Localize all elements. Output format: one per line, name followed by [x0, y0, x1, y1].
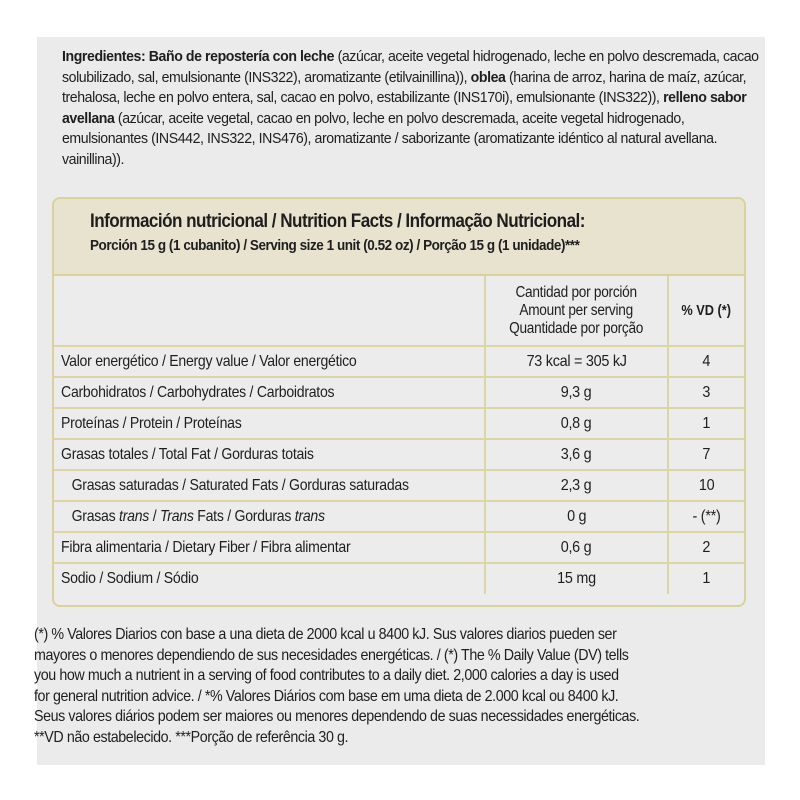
nutrient-label: Valor energético / Energy value / Valor energético — [61, 352, 357, 370]
nutrient-dv: 10 — [698, 476, 715, 494]
footnote-line: for general nutrition advice. / *% Valores Diários com base em uma dieta de 2.000 kcal ou 8400 kJ. — [34, 687, 619, 705]
ingredient-details: (harina de arroz, harina de maíz, azúcar, trehalosa, leche en polvo entera, sal, cacao en polvo, estabilizante (INS170i), emulsionante (INS322)), — [62, 68, 747, 106]
ingredient-group-wafer: oblea — [470, 68, 506, 86]
nutrient-dv: 1 — [702, 570, 711, 587]
nutrient-amount: 73 kcal = 305 kJ — [526, 352, 627, 370]
amount-column-header: Cantidad por porción Amount per serving Quantidade por porção — [485, 276, 668, 346]
table-row — [54, 346, 744, 377]
serving-size: Porción 15 g (1 cubanito) / Serving size 1 unit (0.52 oz) / Porção 15 g (1 unidade)*** — [90, 237, 580, 254]
nutrition-header — [54, 199, 744, 276]
nutrition-facts-table — [52, 197, 746, 607]
table-row — [54, 439, 744, 470]
table-row — [54, 377, 744, 408]
nutrient-dv: 3 — [702, 383, 711, 401]
nutrient-amount: 2,3 g — [561, 476, 592, 494]
nutrient-amount: 9,3 g — [561, 383, 592, 401]
ingredients-label: Ingredientes — [62, 48, 141, 65]
ingredient-group-filling: relleno sabor avellana — [62, 89, 747, 127]
ingredient-details: (azúcar, aceite vegetal hidrogenado, leche en polvo descremada, cacao solubilizado, sal, emulsionante (INS322), aromatizante (etilvainillina)), — [62, 48, 759, 86]
footnote-line: Seus valores diários podem ser maiores ou menores dependendo de suas necessidades energéticas. — [34, 708, 640, 726]
nutrient-label: Fibra alimentaria / Dietary Fiber / Fibra alimentar — [61, 538, 351, 556]
nutrient-table — [54, 276, 744, 594]
table-row — [54, 532, 744, 563]
nutrient-amount: 15 mg — [557, 570, 596, 587]
ingredients-paragraph: Ingredientes: Baño de repostería con leche (azúcar, aceite vegetal hidrogenado, leche en polvo descremada, cacao solubilizado, sal, emulsionante (INS322), aromatizante (etilvainillina)), oblea (harina de arroz, harina de maíz, azúcar, trehalosa, leche en polvo entera, sal, cacao en polvo, estabilizante (INS170i), emulsionante (INS322)), relleno sabor avellana (azúcar, aceite vegetal, cacao en polvo, leche en polvo descremada, aceite vegetal hidrogenado, emulsionantes (INS442, INS322, INS476), aromatizante / saborizante (aromatizante idéntico al natural avellana. vainillina)). — [62, 48, 759, 168]
nutrient-dv: - (**) — [692, 507, 721, 525]
footnote-line: you how much a nutrient in a serving of food contributes to a daily diet. 2,000 calories a day is used — [34, 667, 619, 685]
nutrient-label: Proteínas / Protein / Proteínas — [61, 414, 242, 432]
nutrient-label: Grasas trans / Trans Fats / Gorduras trans — [71, 507, 325, 525]
nutrient-label: Carbohidratos / Carbohydrates / Carboidratos — [61, 383, 335, 401]
nutrient-amount: 0,8 g — [561, 414, 592, 432]
column-header-row — [54, 276, 744, 346]
nutrient-dv: 1 — [702, 414, 711, 432]
table-row — [54, 408, 744, 439]
footnote-line: mayores o menores dependiendo de sus necesidades energéticas. / (*) The % Daily Value (DV) tells — [34, 646, 629, 664]
nutrition-title: Información nutricional / Nutrition Facts / Informação Nutricional: — [90, 211, 585, 232]
nutrient-amount: 3,6 g — [561, 445, 592, 463]
nutrient-label: Grasas saturadas / Saturated Fats / Gorduras saturadas — [71, 476, 409, 494]
table-row — [54, 470, 744, 501]
nutrient-label: Grasas totales / Total Fat / Gorduras totais — [61, 445, 314, 463]
nutrient-label: Sodio / Sodium / Sódio — [61, 570, 199, 587]
label-card — [34, 37, 765, 765]
dv-column-header: % VD (*) — [668, 276, 744, 346]
nutrient-amount: 0,6 g — [561, 538, 592, 556]
nutrient-dv: 4 — [702, 352, 711, 370]
table-row — [54, 501, 744, 532]
nutrient-dv: 2 — [702, 538, 711, 556]
ingredient-group-bath: Baño de repostería con leche — [148, 48, 335, 65]
nutrient-dv: 7 — [702, 445, 711, 463]
footnote-line: **VD não estabelecido. ***Porção de referência 30 g. — [34, 728, 349, 746]
footnotes — [34, 625, 766, 749]
table-row — [54, 563, 744, 594]
ingredient-details: (azúcar, aceite vegetal, cacao en polvo, leche en polvo descremada, aceite vegetal hidrogenado, emulsionantes (INS442, INS322, INS476), aromatizante / saborizante (aromatizante idéntico al natural avellana. vainillina)). — [62, 109, 718, 168]
footnote-line: (*) % Valores Diarios con base a una dieta de 2000 kcal u 8400 kJ. Sus valores diarios pueden ser — [34, 626, 617, 643]
nutrient-amount: 0 g — [566, 507, 587, 525]
